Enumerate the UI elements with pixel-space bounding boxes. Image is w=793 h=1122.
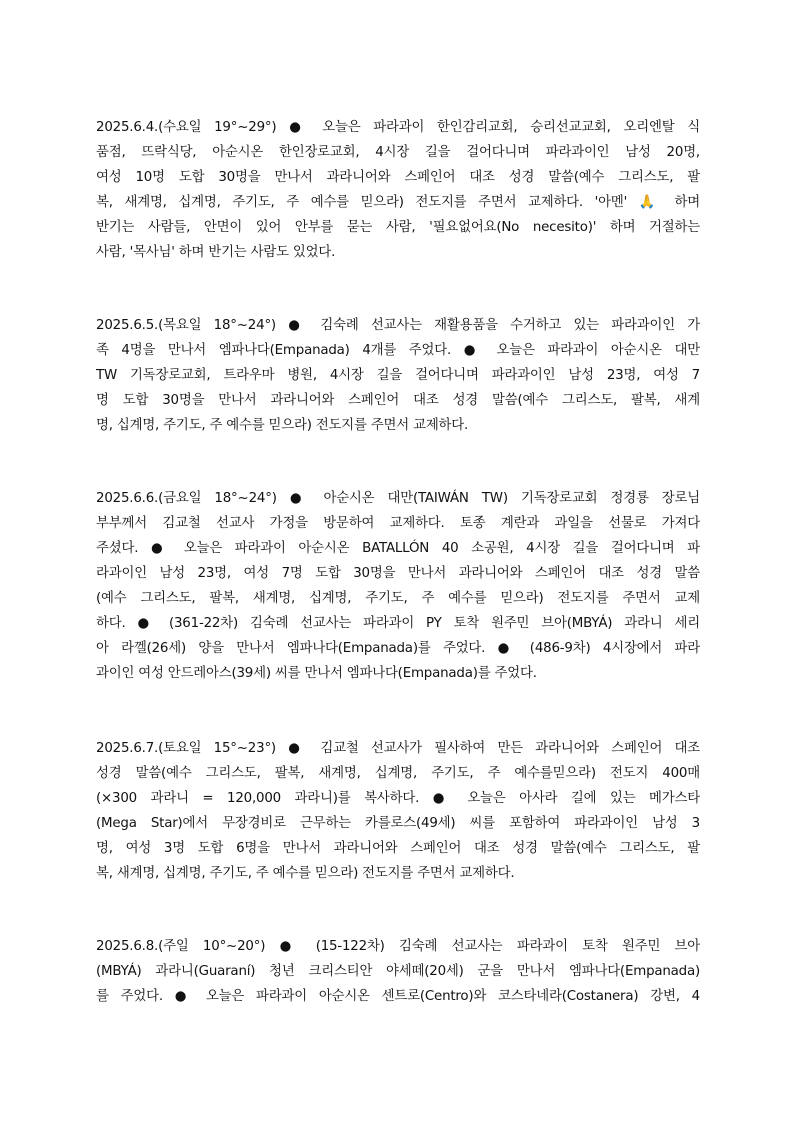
entry-line: 여성 10명 도합 30명을 만나서 과라니어와 스페인어 대조 성경 말씀(예수 그리스도, 팔 — [96, 170, 700, 185]
entry-line: 라과이인 남성 23명, 여성 7명 도합 30명을 만나서 과라니어와 스페인어 대조 성경 말씀 — [96, 566, 700, 581]
entry-line: 부부께서 김교철 선교사 가정을 방문하여 교제하다. 토종 계란과 과일을 선물로 가져다 — [96, 516, 700, 531]
entry-line: 성경 말씀(예수 그리스도, 팔복, 새계명, 십계명, 주기도, 주 예수를믿으라) 전도지 400매 — [96, 766, 700, 781]
diary-entry-2025-6-4 — [96, 115, 700, 265]
diary-entry-2025-6-5 — [96, 313, 700, 438]
entry-line: 아 라껠(26세) 양을 만나서 엠파나다(Empanada)를 주었다. ● (486-9차) 4시장에서 파라 — [96, 641, 700, 656]
entry-line: 복, 새계명, 십계명, 주기도, 주 예수를 믿으라) 전도지를 주면서 교제하다. '아멘' 🙏 하며 — [96, 195, 700, 210]
entry-line: (Mega Star)에서 무장경비로 근무하는 카를로스(49세) 씨를 포함하여 파라과이인 남성 3 — [96, 816, 700, 831]
entry-line: 2025.6.5.(목요일 18°~24°) ● 김숙례 선교사는 재활용품을 수거하고 있는 파라과이인 가 — [96, 318, 700, 333]
entry-line: 명, 십계명, 주기도, 주 예수를 믿으라) 전도지를 주면서 교제하다. — [96, 418, 469, 433]
entry-line: 하다. ● (361-22차) 김숙례 선교사는 파라과이 PY 토착 원주민 브아(MBYÁ) 과라니 세리 — [96, 616, 700, 631]
entry-line: TW 기독장로교회, 트라우마 병원, 4시장 길을 걸어다니며 파라과이인 남성 23명, 여성 7 — [96, 368, 700, 383]
entry-line: 2025.6.7.(토요일 15°~23°) ● 김교철 선교사가 필사하여 만든 과라니어와 스페인어 대조 — [96, 741, 700, 756]
entry-line: 족 4명을 만나서 엠파나다(Empanada) 4개를 주었다. ● 오늘은 파라과이 아순시온 대만 — [96, 343, 700, 358]
entry-line: (예수 그리스도, 팔복, 새계명, 십계명, 주기도, 주 예수를 믿으라) 전도지를 주면서 교제 — [96, 591, 700, 606]
entry-line: 명, 여성 3명 도합 6명을 만나서 과라니어와 스페인어 대조 성경 말씀(예수 그리스도, 팔 — [96, 841, 700, 856]
diary-entry-2025-6-8 — [96, 934, 700, 1009]
entry-line: (×300 과라니 = 120,000 과라니)를 복사하다. ● 오늘은 아사라 길에 있는 메가스타 — [96, 791, 700, 806]
entry-line: 명 도합 30명을 만나서 과라니어와 스페인어 대조 성경 말씀(예수 그리스도, 팔복, 새계 — [96, 393, 700, 408]
entry-line: (MBYÁ) 과라니(Guaraní) 청년 크리스티안 야세떼(20세) 군을 만나서 엠파나다(Empanada) — [96, 964, 700, 979]
entry-line: 반기는 사람들, 안면이 있어 안부를 묻는 사람, '필요없어요(No necesito)' 하며 거절하는 — [96, 220, 700, 235]
entry-line: 과이인 여성 안드레아스(39세) 씨를 만나서 엠파나다(Empanada)를 주었다. — [96, 666, 537, 681]
entry-line: 주셨다. ● 오늘은 파라과이 아순시온 BATALLÓN 40 소공원, 4시장 길을 걸어다니며 파 — [96, 541, 700, 556]
diary-entry-2025-6-6 — [96, 486, 700, 686]
entry-line: 2025.6.4.(수요일 19°~29°) ● 오늘은 파라과이 한인감리교회, 승리선교교회, 오리엔탈 식 — [96, 120, 700, 135]
entry-line: 를 주었다. ● 오늘은 파라과이 아순시온 센트로(Centro)와 코스타네라(Costanera) 강변, 4 — [96, 989, 700, 1004]
entry-line: 사람, '목사님' 하며 반기는 사람도 있었다. — [96, 245, 336, 260]
entry-line: 2025.6.6.(금요일 18°~24°) ● 아순시온 대만(TAIWÁN TW) 기독장로교회 정경룡 장로님 — [96, 491, 700, 506]
entry-line: 복, 새계명, 십계명, 주기도, 주 예수를 믿으라) 전도지를 주면서 교제하다. — [96, 866, 515, 881]
entry-line: 품점, 뜨락식당, 아순시온 한인장로교회, 4시장 길을 걸어다니며 파라과이인 남성 20명, — [96, 145, 700, 160]
entry-line: 2025.6.8.(주일 10°~20°) ● (15-122차) 김숙례 선교사는 파라과이 토착 원주민 브아 — [96, 939, 700, 954]
diary-entry-2025-6-7 — [96, 736, 700, 886]
